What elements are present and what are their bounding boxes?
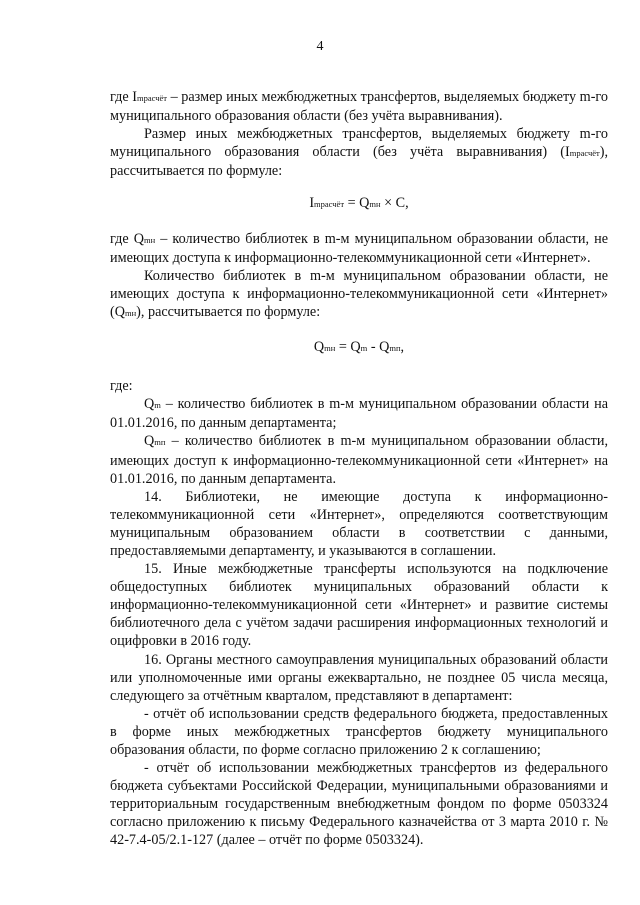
paragraph-library-count-intro [110, 267, 608, 322]
text-segment: – количество библиотек в m-м муниципальном образовании области, не имеющих доступа к информационно-телекоммуникационной сети «Интернет». [110, 230, 608, 266]
paragraph-definition-i [110, 88, 608, 125]
paragraph-definition-qmn [110, 230, 608, 267]
text-segment: – количество библиотек в m-м муниципальном образовании области, имеющих доступ к информационно-телекоммуникационной сети «Интернет» на 01.01.2016, по данным департамента. [110, 433, 608, 487]
text-segment: ), рассчитывается по формуле: [110, 144, 608, 180]
subscript: mп [389, 343, 401, 354]
formula-library-count [110, 338, 608, 357]
subscript: mн [143, 234, 156, 245]
paragraph-report-0503324: - отчёт об использовании межбюджетных трансфертов из федерального бюджета субъектами Российской Федерации, муниципальными образованиями и территориальным государственным внебюджетным фондом по форме 0503324 согласно приложению к письму Федерального казначейства от 3 марта 2010 г. № 42-7.4-05/2.1-127 (далее – отчёт по форме 0503324). [110, 760, 608, 849]
text-segment: где Q [110, 230, 144, 247]
subscript: mрасчёт [569, 148, 600, 159]
text-segment: = Q [335, 339, 361, 356]
text-segment: Q [144, 396, 155, 413]
subscript: mрасчёт [136, 93, 167, 103]
text-segment: , [400, 339, 405, 356]
subscript: m [360, 343, 368, 354]
subscript: mн [369, 199, 381, 210]
subscript: mн [124, 307, 137, 318]
text-segment: Размер иных межбюджетных трансфертов, выделяемых бюджету m-го муниципального образования области (без учёта выравнивания) (I [110, 126, 608, 161]
paragraph-where: где: [110, 378, 133, 395]
text-segment: I [309, 195, 315, 212]
text-segment: Q [144, 433, 155, 450]
text-segment: – размер иных межбюджетных трансфертов, выделяемых бюджету m-го муниципального образования области (без учёта выравнивания). [110, 89, 608, 125]
text-segment: ), рассчитывается по формуле: [136, 303, 321, 320]
paragraph-item-15: 15. Иные межбюджетные трансферты используются на подключение общедоступных библиотек муниципальных образований области к информационно-телекоммуникационной сети «Интернет» и развитие системы библиотечного дела с учётом задачи расширения информационных технологий и оцифровки в 2016 году. [110, 561, 608, 650]
text-segment: Q [313, 339, 325, 356]
text-segment: × C, [380, 195, 409, 212]
paragraph-definition-qmp [110, 432, 608, 487]
text-segment: = Q [344, 195, 370, 212]
text-segment: – количество библиотек в m-м муниципальном образовании области на 01.01.2016, по данным департамента; [110, 396, 608, 432]
paragraph-item-16: 16. Органы местного самоуправления муниципальных образований области или уполномоченные ими органы ежеквартально, не позднее 05 числа месяца, следующего за отчётным кварталом, представляют в департамент: [110, 651, 608, 704]
text-segment: Количество библиотек в m-м муниципальном образовании области, не имеющих доступа к информационно-телекоммуникационной сети «Интернет» (Q [110, 267, 608, 320]
paragraph-report-federal-funds: - отчёт об использовании средств федерального бюджета, предоставленных в форме иных межбюджетных трансфертов бюджету муниципального образования области, по форме согласно приложению 2 к соглашению; [110, 705, 608, 758]
subscript: mн [324, 343, 336, 354]
subscript: m [154, 400, 161, 411]
text-segment: где I [110, 89, 137, 105]
paragraph-calculation-intro [110, 125, 608, 180]
paragraph-definition-qm [110, 395, 608, 432]
page-number: 4 [316, 39, 324, 54]
document-body [110, 88, 608, 850]
formula-transfer [110, 194, 608, 213]
paragraph-item-14: 14. Библиотеки, не имеющие доступа к информационно-телекоммуникационной сети «Интернет», определяются соответствующим муниципальным образованием области в соответствии с данными, предоставляемыми департаменту, и указываются в соглашении. [110, 488, 608, 559]
subscript: mрасчёт [314, 199, 345, 210]
subscript: mп [154, 437, 166, 448]
text-segment: - Q [367, 339, 390, 356]
